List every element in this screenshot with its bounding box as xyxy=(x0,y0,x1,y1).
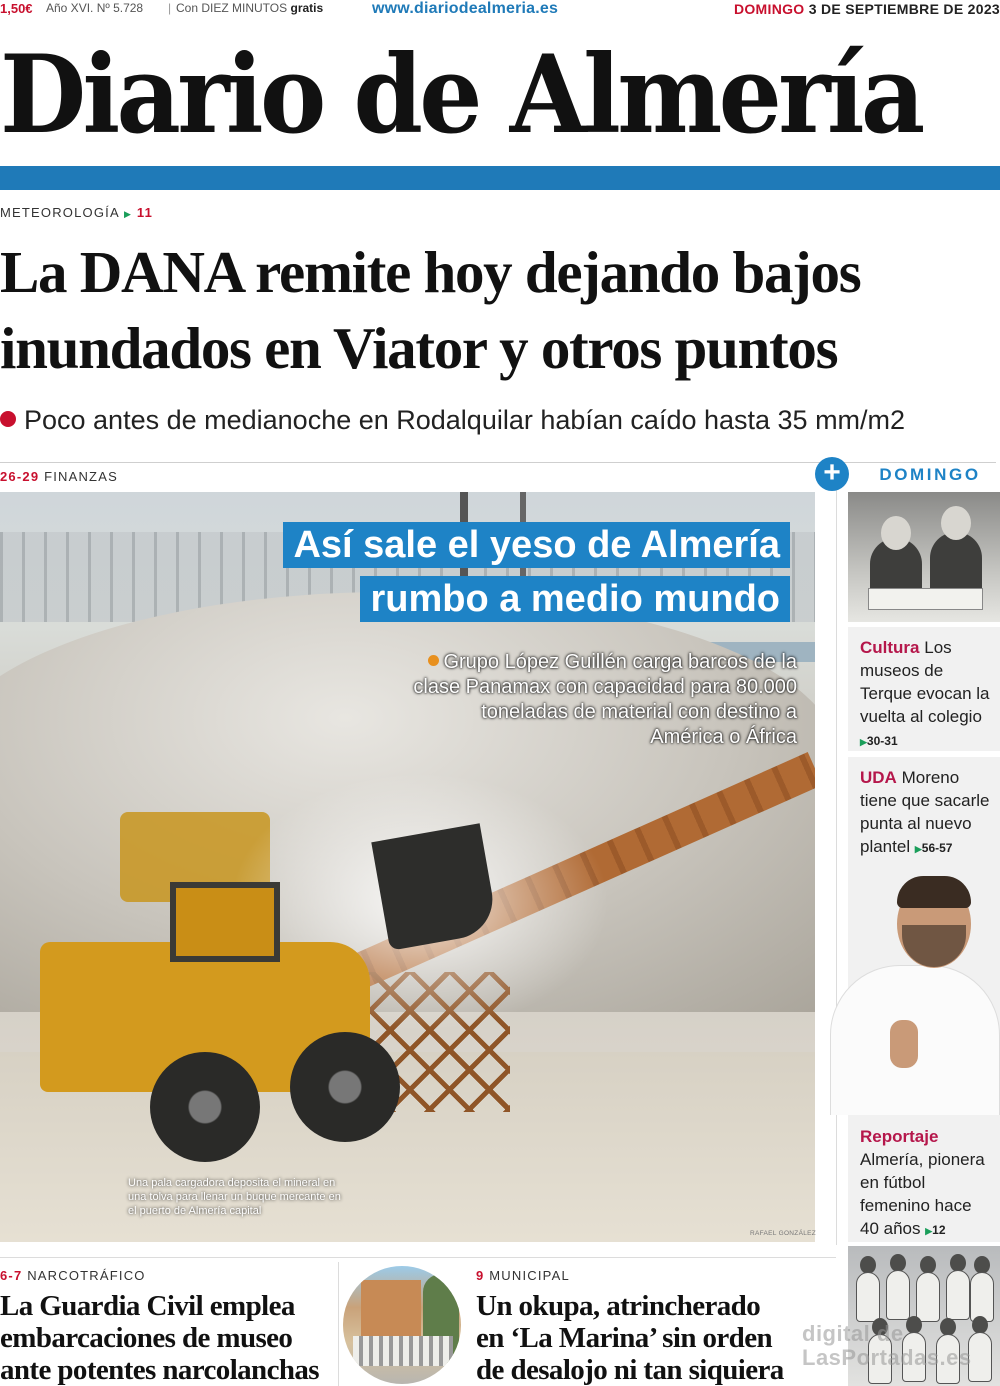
municipal-headline-line2: en ‘La Marina’ sin orden xyxy=(476,1322,773,1354)
sidebar-photo-school[interactable] xyxy=(848,492,1000,622)
narco-headline[interactable] xyxy=(0,1290,330,1386)
lead-kicker-label: METEOROLOGÍA xyxy=(0,205,120,220)
sidebar-item-cultura[interactable] xyxy=(848,627,1000,751)
edition-date-text: 3 DE SEPTIEMBRE DE 2023 xyxy=(808,1,1000,17)
photo-beard xyxy=(902,925,966,967)
finance-title-line1: Así sale el yeso de Almería xyxy=(283,522,790,568)
topline-separator: | xyxy=(168,1,172,15)
thumbs-up-icon xyxy=(890,1020,918,1068)
photo-player xyxy=(946,1270,970,1320)
municipal-headline[interactable] xyxy=(476,1290,836,1386)
sidebar-item-section: UDA xyxy=(860,768,897,787)
sidebar-photo-coach xyxy=(830,870,1000,1115)
plus-icon: + xyxy=(815,457,849,491)
divider xyxy=(0,1257,836,1258)
photo-credit: RAFAEL GONZÁLEZ xyxy=(750,1230,817,1237)
arrow-icon: ▶ xyxy=(860,737,867,747)
photo-caption: Una pala cargadora deposita el mineral en una tolva para llenar un buque mercante en el puerto de Almería capital xyxy=(128,1177,341,1217)
sidebar-item-page-number: 56-57 xyxy=(921,841,953,855)
watermark xyxy=(802,1322,1000,1370)
lead-headline[interactable] xyxy=(0,234,1000,386)
photo-wheel xyxy=(290,1032,400,1142)
bullet-icon xyxy=(0,411,16,427)
column-divider xyxy=(338,1262,339,1386)
finance-kicker-pages: 26-29 xyxy=(0,469,40,484)
edition-day: DOMINGO xyxy=(733,1,805,17)
lead-subhead xyxy=(0,402,1000,438)
photo-face xyxy=(941,506,971,540)
municipal-kicker-label: MUNICIPAL xyxy=(489,1268,570,1283)
narco-kicker xyxy=(0,1268,146,1283)
photo-book xyxy=(868,588,983,610)
sidebar-divider xyxy=(836,485,837,1245)
photo-face xyxy=(881,516,911,550)
sidebar-item-section: Reportaje xyxy=(860,1127,939,1146)
supplement-prefix: Con DIEZ MINUTOS xyxy=(176,1,288,15)
sidebar-item-reportaje[interactable] xyxy=(848,1116,1000,1242)
narco-headline-line2: embarcaciones de museo xyxy=(0,1322,293,1354)
municipal-kicker xyxy=(476,1268,570,1283)
finance-kicker-label: FINANZAS xyxy=(44,469,118,484)
supplement-free: gratis xyxy=(290,1,324,15)
finance-kicker xyxy=(0,469,118,484)
bullet-icon xyxy=(428,655,439,666)
sidebar-header: DOMINGO xyxy=(879,465,981,484)
finance-description xyxy=(407,650,797,750)
sidebar-item-pages xyxy=(925,1223,945,1237)
sidebar-item-page-number: 30-31 xyxy=(866,734,898,748)
narco-headline-line3: ante potentes narcolanchas xyxy=(0,1354,319,1386)
photo-player xyxy=(970,1272,994,1322)
issue-number: Año XVI. Nº 5.728 xyxy=(46,1,144,15)
photo-balustrade xyxy=(353,1336,453,1366)
photo-wheel xyxy=(150,1052,260,1162)
finance-description-text: Grupo López Guillén carga barcos de la clase Panamax con capacidad para 80.000 toneladas de material con destino a América o África xyxy=(413,651,797,748)
price: 1,50€ xyxy=(0,1,33,16)
arrow-icon: ▶ xyxy=(925,1226,933,1236)
municipal-headline-line1: Un okupa, atrincherado xyxy=(476,1290,761,1322)
lead-kicker xyxy=(0,205,153,220)
supplement-note xyxy=(176,1,323,15)
photo-player xyxy=(916,1272,940,1322)
lead-subhead-text: Poco antes de medianoche en Rodalquilar habían caído hasta 35 mm/m2 xyxy=(24,405,906,435)
sidebar-item-text: Moreno tiene que sacarle punta al nuevo plantel xyxy=(860,768,990,856)
watermark-line2: LasPortadas.es xyxy=(802,1345,972,1370)
municipal-kicker-page: 9 xyxy=(476,1268,485,1283)
photo-loader-cab xyxy=(170,882,280,962)
photo-hair xyxy=(897,876,971,908)
finance-title-line2: rumbo a medio mundo xyxy=(360,576,790,622)
municipal-headline-line3: de desalojo ni tan siquiera xyxy=(476,1354,784,1386)
divider xyxy=(0,462,996,463)
sidebar-item-section: Cultura xyxy=(860,638,920,657)
sidebar-item-text: Almería, pionera en fútbol femenino hace 40 años xyxy=(860,1150,985,1238)
edition-date xyxy=(734,1,1000,17)
finance-photo[interactable] xyxy=(0,492,815,1242)
sidebar-item-pages xyxy=(915,841,953,855)
arrow-icon: ▶ xyxy=(123,209,133,219)
masthead-title: Diario de Almería xyxy=(0,32,922,158)
narco-headline-line1: La Guardia Civil emplea xyxy=(0,1290,295,1322)
masthead-bar xyxy=(0,166,1000,190)
website-link[interactable]: www.diariodealmeria.es xyxy=(372,0,559,17)
narco-kicker-label: NARCOTRÁFICO xyxy=(27,1268,146,1283)
watermark-line1: digital de xyxy=(802,1321,904,1346)
arrow-icon: ▶ xyxy=(914,844,922,854)
sidebar-item-text: Los museos de Terque evocan la vuelta al colegio xyxy=(860,638,990,726)
sidebar-item-page-number: 12 xyxy=(932,1223,946,1237)
sidebar-item-pages xyxy=(860,734,898,748)
photo-player xyxy=(856,1272,880,1322)
narco-kicker-pages: 6-7 xyxy=(0,1268,23,1283)
photo-player xyxy=(886,1270,910,1320)
lead-headline-line2: inundados en Viator y otros puntos xyxy=(0,315,838,381)
lead-headline-line1: La DANA remite hoy dejando bajos xyxy=(0,239,861,305)
municipal-photo[interactable] xyxy=(343,1266,461,1384)
lead-kicker-page: 11 xyxy=(136,205,154,220)
